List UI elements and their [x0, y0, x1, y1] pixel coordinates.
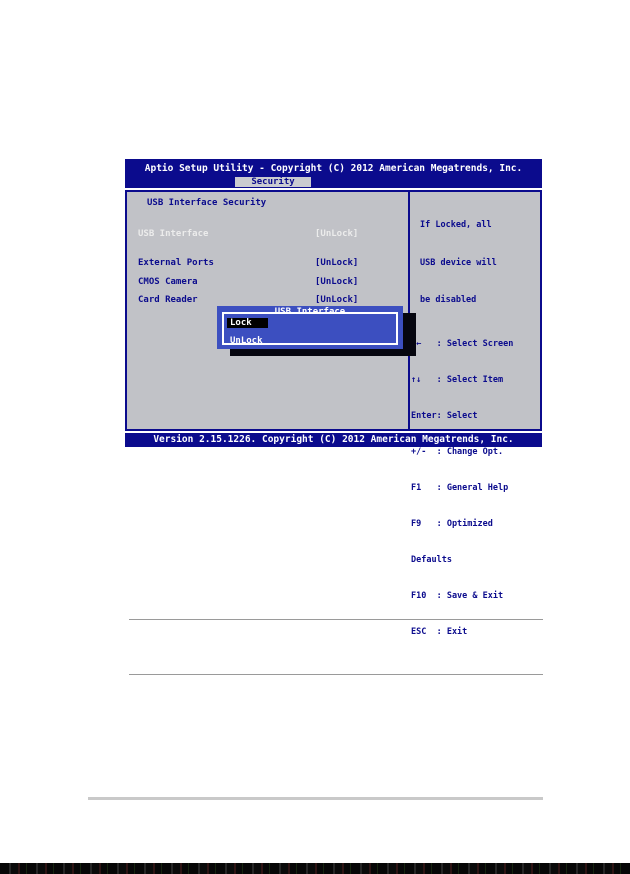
tab-security[interactable]: Security: [235, 177, 311, 187]
legend-line: Defaults: [411, 555, 452, 565]
legend-line: →← : Select Screen: [411, 339, 514, 349]
help-line: If Locked, all: [420, 220, 492, 230]
help-line: USB device will: [420, 257, 497, 268]
popup-option-lock[interactable]: Lock: [227, 318, 268, 328]
menu-item-external-ports[interactable]: [127, 258, 407, 269]
legend-line: ↑↓ : Select Item: [411, 375, 504, 385]
bios-footer-bar: [125, 433, 542, 447]
help-line: be disabled: [420, 295, 477, 305]
bios-header-bar: [125, 159, 542, 177]
scan-artifact-bar: [0, 863, 630, 874]
bios-header-title: Aptio Setup Utility - Copyright (C) 2012 American Megatrends, Inc.: [144, 163, 523, 174]
menu-item-cmos-camera[interactable]: [127, 277, 407, 288]
legend-line: +/- : Change Opt.: [411, 447, 504, 457]
item-help-text: [420, 194, 538, 332]
bios-tab-row: [125, 177, 542, 188]
separator-line-1: [129, 619, 543, 620]
menu-item-label: CMOS Camera: [138, 277, 198, 287]
separator-line-3: [88, 797, 543, 800]
menu-item-value: [UnLock]: [315, 258, 359, 268]
legend-line: F10 : Save & Exit: [411, 591, 504, 601]
legend-line: Enter: Select: [411, 411, 478, 421]
menu-item-label: Card Reader: [138, 295, 198, 305]
key-legend: [411, 314, 539, 662]
popup-option-unlock[interactable]: UnLock: [230, 336, 263, 346]
separator-line-2: [129, 674, 543, 675]
popup-title: USB Interface: [274, 307, 346, 317]
bios-screenshot: [125, 159, 542, 637]
menu-item-label: USB Interface: [138, 229, 209, 239]
menu-item-value: [UnLock]: [315, 277, 359, 287]
usb-interface-popup: [217, 306, 403, 349]
menu-item-value: [UnLock]: [315, 295, 359, 305]
pane-divider: [408, 192, 410, 429]
version-text: Version 2.15.1226. Copyright (C) 2012 American Megatrends, Inc.: [153, 434, 514, 445]
menu-item-label: External Ports: [138, 258, 214, 268]
menu-item-card-reader[interactable]: [127, 295, 407, 306]
menu-item-value: [UnLock]: [315, 229, 359, 239]
legend-line: ESC : Exit: [411, 627, 468, 637]
section-title: USB Interface Security: [147, 198, 267, 208]
legend-line: F1 : General Help: [411, 483, 509, 493]
menu-item-usb-interface[interactable]: [127, 229, 407, 240]
legend-line: F9 : Optimized: [411, 519, 493, 529]
